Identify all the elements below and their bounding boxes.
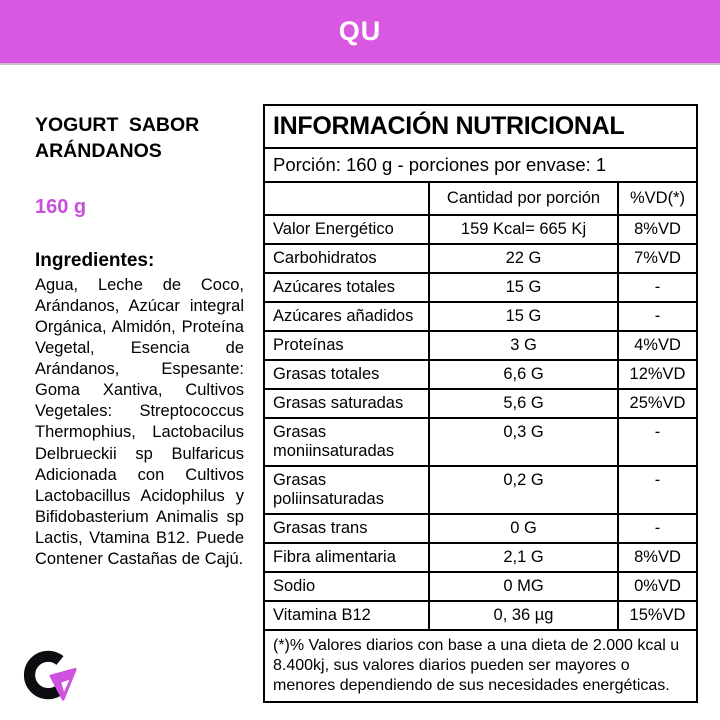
nutrient-label: Grasas poliinsaturadas: [264, 466, 429, 514]
nutrient-label: Vitamina B12: [264, 601, 429, 630]
brand-logo: [23, 645, 79, 705]
nutrient-label: Sodio: [264, 572, 429, 601]
nutrient-label: Fibra alimentaria: [264, 543, 429, 572]
table-row: [264, 418, 697, 466]
table-row: [264, 466, 697, 514]
table-row: [264, 389, 697, 418]
nutrient-vd: 8%VD: [618, 215, 697, 244]
nutrition-table-title-row: [264, 105, 697, 148]
nutrient-amount: 15 G: [429, 273, 618, 302]
nutrient-vd: 12%VD: [618, 360, 697, 389]
nutrient-vd: 7%VD: [618, 244, 697, 273]
nutrient-label: Grasas moniinsaturadas: [264, 418, 429, 466]
table-row: [264, 215, 697, 244]
ingredients-text: Agua, Leche de Coco, Arándanos, Azúcar integral Orgánica, Almidón, Proteína Vegetal, Esencia de Arándanos, Espesante: Goma Xantiva, Cultivos Vegetales: Streptococcus Thermophius, Lactobacilus Delbrueckii sp Bulfaricus Adicionada con Cultivos Lactobacillus Acidophilus y Bifidobasterium Animalis sp Lactis, Vtamina B12. Puede Contener Castañas de Cajú.: [35, 275, 244, 569]
nutrient-vd: -: [618, 273, 697, 302]
column-header-row: [264, 182, 697, 215]
nutrient-label: Carbohidratos: [264, 244, 429, 273]
nutrient-amount: 6,6 G: [429, 360, 618, 389]
table-row: [264, 331, 697, 360]
portion-text: Porción: 160 g - porciones por envase: 1: [264, 148, 697, 182]
nutrient-vd: -: [618, 302, 697, 331]
column-header-vd: %VD(*): [618, 182, 697, 215]
product-info-panel: [35, 112, 244, 570]
portion-row: [264, 148, 697, 182]
nutrient-amount: 0,2 G: [429, 466, 618, 514]
nutrient-amount: 2,1 G: [429, 543, 618, 572]
nutrient-label: Azúcares añadidos: [264, 302, 429, 331]
nutrient-amount: 0, 36 µg: [429, 601, 618, 630]
nutrient-vd: 0%VD: [618, 572, 697, 601]
product-name-line2: ARÁNDANOS: [35, 140, 162, 163]
top-banner: [0, 0, 720, 63]
ingredients-heading: Ingredientes:: [35, 249, 155, 271]
nutrient-label: Grasas trans: [264, 514, 429, 543]
column-header-amount: Cantidad por porción: [429, 182, 618, 215]
nutrient-amount: 15 G: [429, 302, 618, 331]
table-row: [264, 572, 697, 601]
column-header-empty: [264, 182, 429, 215]
nutrition-table: [263, 104, 698, 703]
product-name: [35, 112, 244, 165]
footnote-row: [264, 630, 697, 702]
table-row: [264, 360, 697, 389]
nutrient-vd: -: [618, 418, 697, 466]
nutrient-vd: -: [618, 514, 697, 543]
nutrient-amount: 5,6 G: [429, 389, 618, 418]
table-row: [264, 514, 697, 543]
table-row: [264, 543, 697, 572]
nutrient-label: Grasas totales: [264, 360, 429, 389]
brand-logo-icon: [23, 645, 79, 705]
daily-values-footnote: (*)% Valores diarios con base a una dieta de 2.000 kcal u 8.400kj, sus valores diarios pueden ser mayores o menores dependiendo de sus necesidades energéticas.: [264, 630, 697, 702]
nutrient-amount: 22 G: [429, 244, 618, 273]
nutrient-label: Grasas saturadas: [264, 389, 429, 418]
nutrient-vd: -: [618, 466, 697, 514]
nutrient-vd: 4%VD: [618, 331, 697, 360]
nutrient-amount: 3 G: [429, 331, 618, 360]
banner-title: QU: [338, 16, 382, 46]
nutrient-label: Proteínas: [264, 331, 429, 360]
product-name-line1: YOGURT SABOR: [35, 114, 200, 136]
nutrient-amount: 0,3 G: [429, 418, 618, 466]
product-weight: 160 g: [35, 195, 87, 218]
table-row: [264, 244, 697, 273]
nutrient-vd: 8%VD: [618, 543, 697, 572]
nutrient-vd: 15%VD: [618, 601, 697, 630]
nutrient-amount: 0 G: [429, 514, 618, 543]
nutrient-amount: 0 MG: [429, 572, 618, 601]
table-row: [264, 601, 697, 630]
nutrient-amount: 159 Kcal= 665 Kj: [429, 215, 618, 244]
table-row: [264, 302, 697, 331]
nutrition-table-title: INFORMACIÓN NUTRICIONAL: [264, 105, 697, 148]
nutrient-label: Azúcares totales: [264, 273, 429, 302]
nutrient-vd: 25%VD: [618, 389, 697, 418]
table-row: [264, 273, 697, 302]
nutrient-label: Valor Energético: [264, 215, 429, 244]
